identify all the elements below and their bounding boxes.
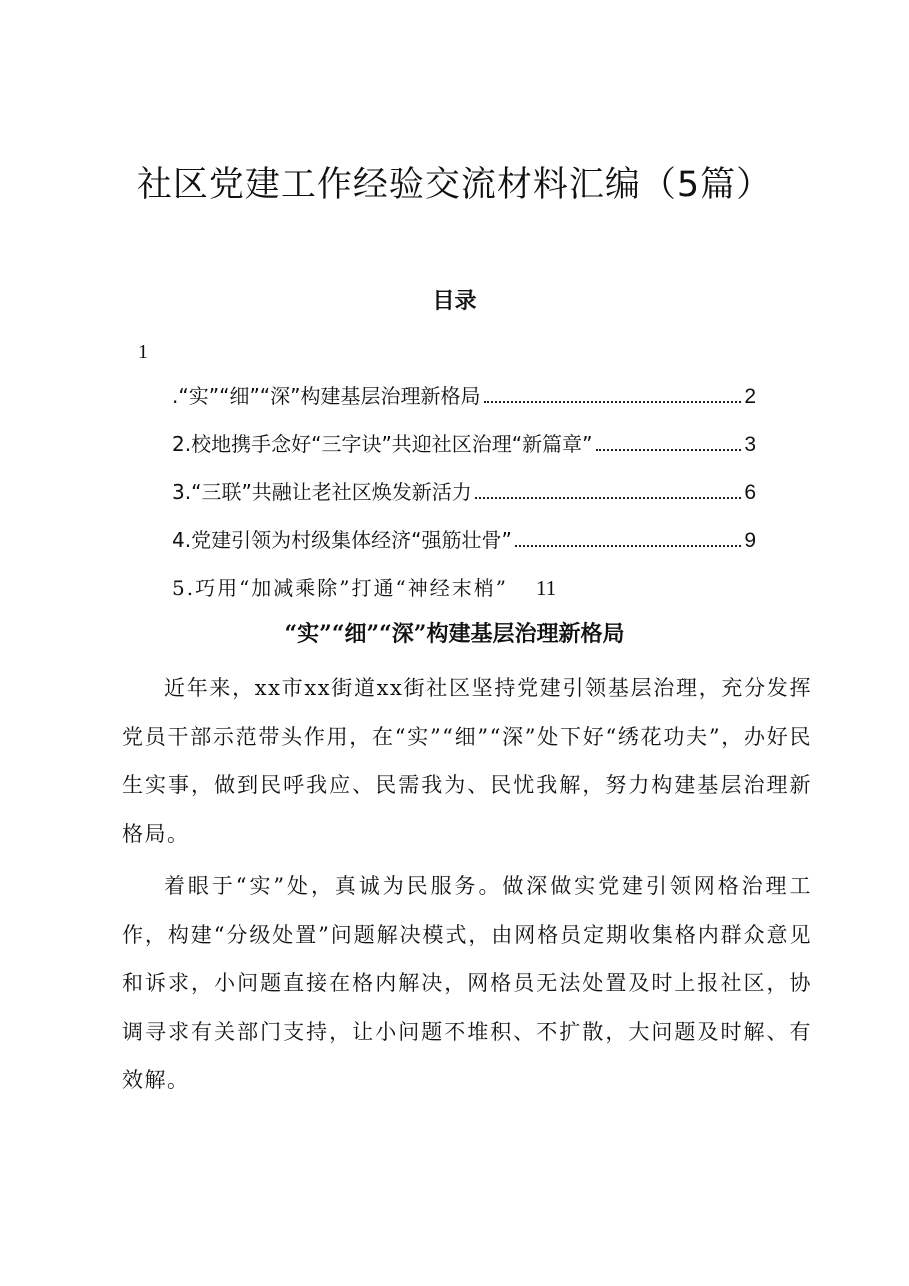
toc-entry-page: 11: [535, 576, 557, 600]
toc-dot-leader: [515, 545, 742, 547]
article-paragraph-1: 近年来，xx市xx街道xx街社区坚持党建引领基层治理，充分发挥党员干部示范带头作用，在“实”“细”“深”处下好“绣花功夫”，办好民生实事，做到民呼我应、民需我为、民忧我解，努力构建基层治理新格局。: [122, 676, 812, 846]
toc-dot-leader: [475, 497, 742, 499]
article-title: “实”“细”“深”构建基层治理新格局: [284, 621, 625, 647]
toc-entry-label: 3.“三联”共融让老社区焕发新活力: [172, 480, 472, 504]
table-of-contents: [172, 380, 756, 620]
toc-dot-leader: [484, 401, 742, 403]
toc-entry-2[interactable]: [172, 428, 756, 476]
toc-entry-5[interactable]: [172, 572, 756, 620]
toc-heading: 目录: [432, 288, 477, 314]
document-title: 社区党建工作经验交流材料汇编（5篇）: [136, 165, 773, 205]
toc-entry-1[interactable]: [172, 380, 756, 428]
toc-entry-label: .“实”“细”“深”构建基层治理新格局: [172, 384, 481, 408]
toc-entry-page: 9: [744, 529, 756, 552]
article-paragraph-2: 着眼于“实”处，真诚为民服务。做深做实党建引领网格治理工作，构建“分级处置”问题解决模式，由网格员定期收集格内群众意见和诉求，小问题直接在格内解决，网格员无法处置及时上报社区，协调寻求有关部门支持，让小问题不堆积、不扩散，大问题及时解、有效解。: [122, 874, 812, 1092]
toc-entry-4[interactable]: [172, 524, 756, 572]
toc-page-marker: 1: [138, 341, 148, 363]
toc-entry-3[interactable]: [172, 476, 756, 524]
toc-entry-label: 5.巧用“加减乘除”打通“神经末梢”: [172, 576, 508, 600]
toc-entry-page: 6: [744, 481, 756, 504]
toc-entry-page: 3: [744, 433, 756, 456]
article-body: [122, 664, 812, 1109]
toc-entry-page: 2: [744, 385, 756, 408]
toc-dot-leader: [596, 449, 742, 451]
toc-entry-label: 4.党建引领为村级集体经济“强筋壮骨”: [172, 528, 512, 552]
toc-entry-label: 2.校地携手念好“三字诀”共迎社区治理“新篇章”: [172, 432, 593, 456]
